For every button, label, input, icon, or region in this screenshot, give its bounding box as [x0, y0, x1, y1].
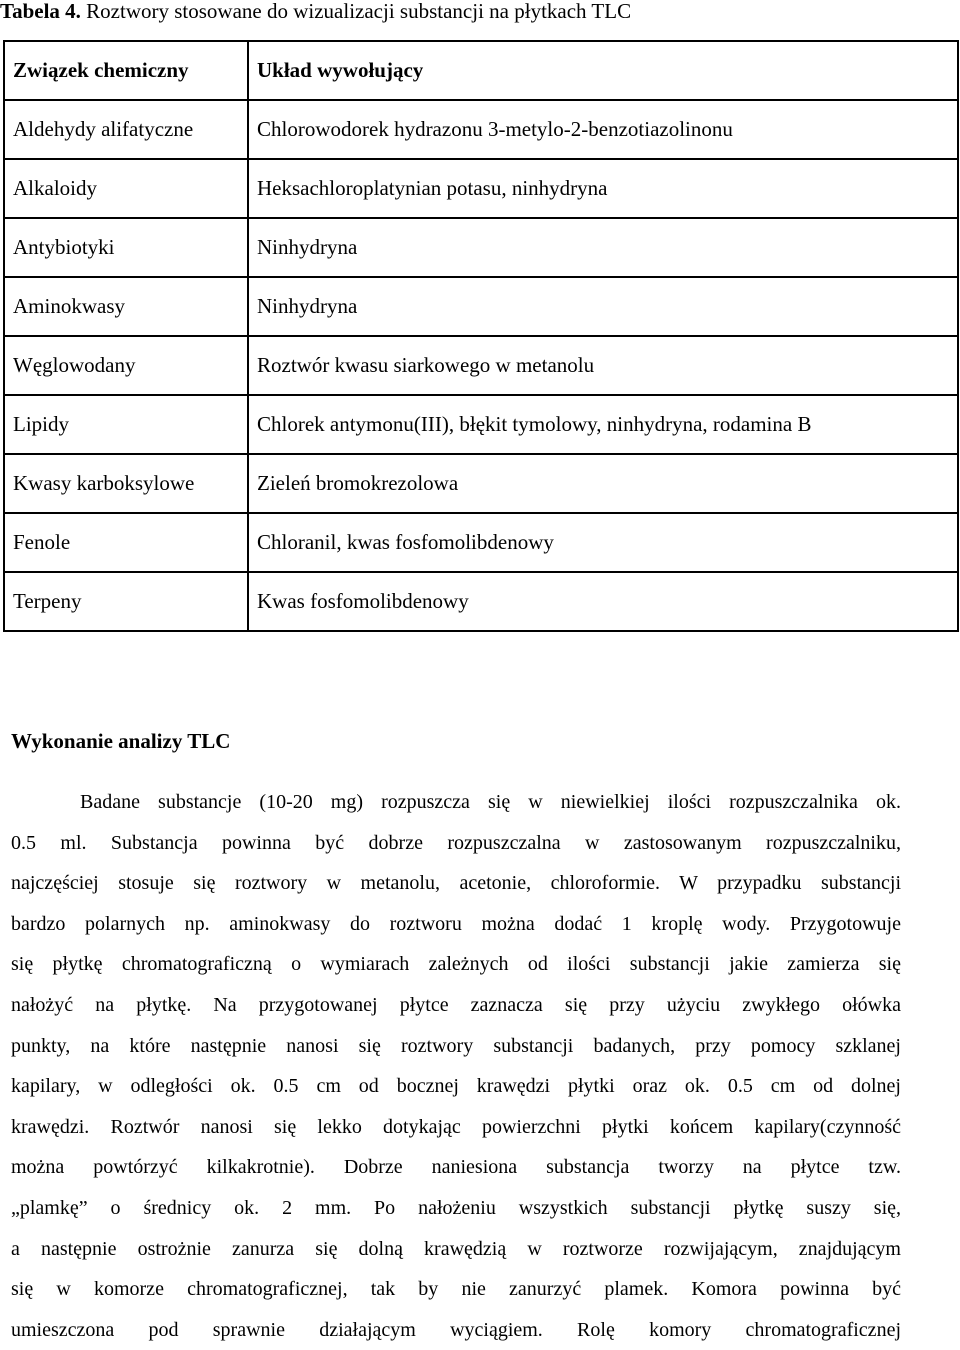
paragraph-line: kapilary, w odległości ok. 0.5 cm od bocznej krawędzi płytki oraz ok. 0.5 cm od dolnej: [11, 1075, 901, 1098]
paragraph-line: się płytkę chromatograficzną o wymiarach zależnych od ilości substancji jakie zamierza się: [11, 953, 901, 976]
visualization-reagents-table: [3, 40, 959, 632]
paragraph-line: 0.5 ml. Substancja powinna być dobrze rozpuszczalna w zastosowanym rozpuszczalniku,: [11, 831, 901, 854]
compound-cell: Antybiotyki: [4, 218, 248, 277]
paragraph-line: bardzo polarnych np. aminokwasy do roztworu można dodać 1 kroplę wody. Przygotowuje: [11, 912, 901, 935]
reagent-cell: Heksachloroplatynian potasu, ninhydryna: [248, 159, 958, 218]
paragraph-line: Badane substancje (10-20 mg) rozpuszcza się w niewielkiej ilości rozpuszczalnika ok.: [80, 791, 901, 813]
reagent-cell: Kwas fosfomolibdenowy: [248, 572, 958, 631]
paragraph-line: umieszczona pod sprawnie działającym wyciągiem. Rolę komory chromatograficznej: [11, 1318, 901, 1341]
table-row: [4, 572, 958, 631]
table-row: [4, 336, 958, 395]
paragraph-line: się w komorze chromatograficznej, tak by nie zanurzyć plamek. Komora powinna być: [11, 1278, 901, 1301]
reagent-cell: Zieleń bromokrezolowa: [248, 454, 958, 513]
table-caption-label: Tabela 4.: [0, 0, 81, 23]
paragraph-line: „plamkę” o średnicy ok. 2 mm. Po nałożeniu wszystkich substancji płytkę suszy się,: [11, 1196, 901, 1219]
paragraph-line: najczęściej stosuje się roztwory w metanolu, acetonie, chloroformie. W przypadku substancji: [11, 872, 901, 895]
reagent-cell: Chloranil, kwas fosfomolibdenowy: [248, 513, 958, 572]
compound-cell: Lipidy: [4, 395, 248, 454]
column-header-reagent: Układ wywołujący: [248, 41, 958, 100]
compound-cell: Alkaloidy: [4, 159, 248, 218]
table-caption: [0, 0, 631, 24]
table-row: [4, 277, 958, 336]
table-row: [4, 395, 958, 454]
column-header-compound: Związek chemiczny: [4, 41, 248, 100]
paragraph-line: punkty, na które następnie nanosi się roztwory substancji badanych, przy pomocy szklanej: [11, 1034, 901, 1057]
reagent-cell: Ninhydryna: [248, 218, 958, 277]
table-row: [4, 100, 958, 159]
compound-cell: Kwasy karboksylowe: [4, 454, 248, 513]
table-header-row: [4, 41, 958, 100]
section-heading: Wykonanie analizy TLC: [11, 729, 231, 753]
table-row: [4, 454, 958, 513]
paragraph-line: nałożyć na płytkę. Na przygotowanej płytce zaznacza się przy użyciu zwykłego ołówka: [11, 993, 901, 1016]
table-caption-text: Roztwory stosowane do wizualizacji substancji na płytkach TLC: [80, 0, 632, 23]
compound-cell: Węglowodany: [4, 336, 248, 395]
procedure-paragraph: [11, 782, 901, 1350]
reagent-cell: Chlorek antymonu(III), błękit tymolowy, ninhydryna, rodamina B: [248, 395, 958, 454]
paragraph-line: a następnie ostrożnie zanurza się dolną krawędzią w roztworze rozwijającym, znajdującym: [11, 1237, 901, 1260]
reagent-cell: Ninhydryna: [248, 277, 958, 336]
compound-cell: Terpeny: [4, 572, 248, 631]
paragraph-line: można powtórzyć kilkakrotnie). Dobrze naniesiona substancja tworzy na płytce tzw.: [11, 1156, 901, 1179]
reagent-cell: Roztwór kwasu siarkowego w metanolu: [248, 336, 958, 395]
table-row: [4, 513, 958, 572]
paragraph-line: krawędzi. Roztwór nanosi się lekko dotykając powierzchni płytki końcem kapilary(czynność: [11, 1115, 901, 1138]
compound-cell: Fenole: [4, 513, 248, 572]
table-row: [4, 159, 958, 218]
compound-cell: Aldehydy alifatyczne: [4, 100, 248, 159]
table-row: [4, 218, 958, 277]
reagent-cell: Chlorowodorek hydrazonu 3-metylo-2-benzotiazolinonu: [248, 100, 958, 159]
compound-cell: Aminokwasy: [4, 277, 248, 336]
